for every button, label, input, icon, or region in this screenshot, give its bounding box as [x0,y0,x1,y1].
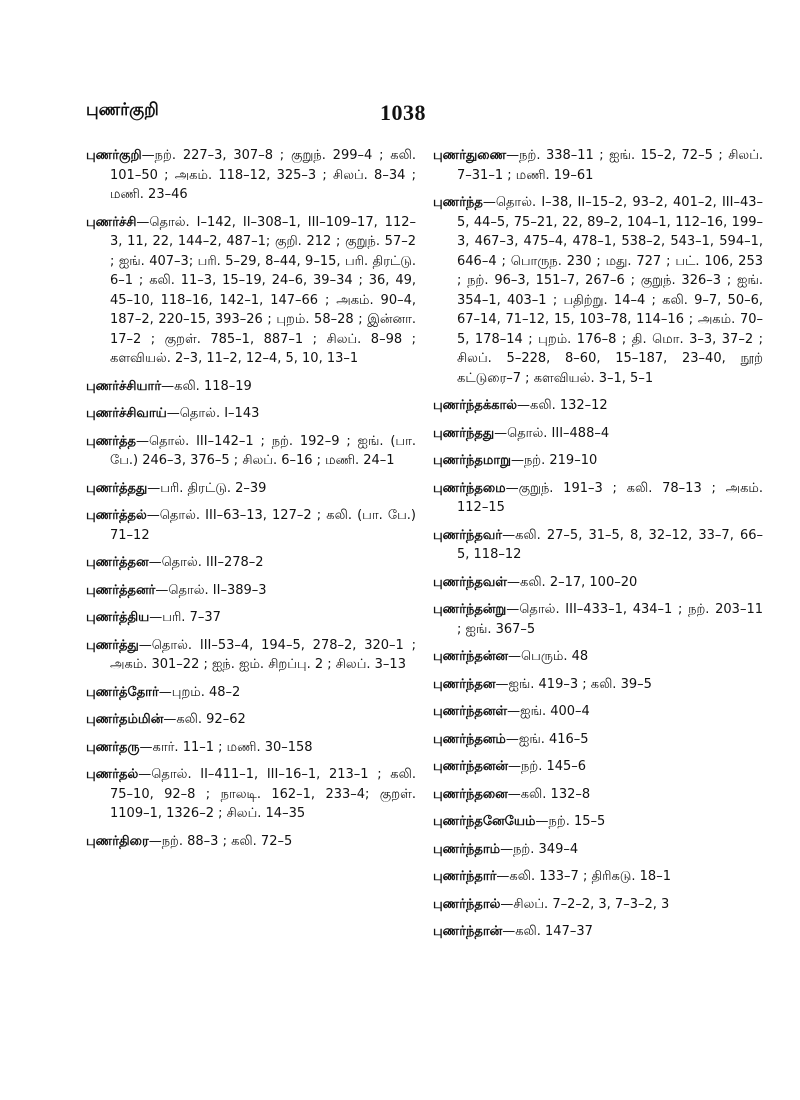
entry-headword: புணர்த்த [86,433,136,449]
index-entry [433,396,763,416]
entry-headword: புணர்த்தல் [86,508,147,523]
index-entry [86,832,416,852]
entry-headword: புணர்த்து [86,637,139,653]
entry-references: —நற். 349–4 [500,841,579,857]
entry-references: —பரி. 7–37 [149,610,221,625]
index-entry [86,581,416,601]
index-entry [86,404,416,424]
entry-references: —ஐங். 416–5 [505,731,589,747]
index-entry [86,710,416,730]
entry-references: —கலி. 147–37 [502,924,593,939]
entry-references: —நற். 145–6 [508,759,587,774]
index-entry [86,479,416,499]
entry-headword: புணர்ந்தனம் [433,731,506,747]
entry-references: —தொல். I–143 [166,406,260,421]
entry-references: —நற். 227–3, 307–8 ; குறுந். 299–4 ; கலி. 101–50 ; அகம். 118–12, 325–3 ; சிலப். 8–34 ; மணி. 23–46 [110,148,416,202]
entry-headword: புணர்ந்தமாறு [433,453,511,468]
entry-headword: புணர்த்தோர் [86,684,159,700]
entry-headword: புணர்த்தன [86,555,149,570]
entry-headword: புணர்ந்தனன் [433,759,509,774]
entry-references: —கலி. 118–19 [161,378,252,394]
entry-headword: புணர்ந்தமை [433,480,506,496]
entry-headword: புணர்ந்தன்ன [433,649,509,664]
entry-headword: புணர்திரை [86,833,149,849]
entry-headword: புணர்ந்தன்று [433,602,507,617]
index-entry [433,146,763,185]
index-entry [433,785,763,805]
entry-headword: புணர்ந்தது [433,425,495,441]
entry-references: —கலி. 92–62 [163,712,246,727]
entry-headword: புணர்குறி [86,148,142,163]
index-entry [433,451,763,471]
index-entry [86,553,416,573]
entry-references: —கலி. 27–5, 31–5, 8, 32–12, 33–7, 66–5, 118–12 [457,527,763,562]
entry-references: —ஐங். 400–4 [507,704,590,719]
entry-headword: புணர்ந்தனள் [433,704,508,719]
entry-headword: புணர்ந்தான் [433,924,503,939]
entry-references: —நற். 88–3 ; கலி. 72–5 [148,833,293,849]
index-entry [433,479,763,518]
index-entry [433,526,763,565]
index-entry [433,573,763,593]
entry-headword: புணர்ந்தாம் [433,841,501,857]
index-entry [86,738,416,758]
index-entry [86,765,416,824]
entry-references: —கார். 11–1 ; மணி. 30–158 [139,739,313,755]
entry-references: —தொல். I–142, II–308–1, III–109–17, 112–3, 11, 22, 144–2, 487–1; குறி. 212 ; குறுந். 57–2 ; ஐங். 407–3; பரி. 5–29, 8–44, 9–15, பரி. திரட்டு. 6–1 ; கலி. 11–3, 15–19, 24–6, 39–34 ; 36, 49, 45–10, 118–16, 142–1, 147–66 ; அகம். 90–4, 187–2, 220–15, 393–26 ; புறம். 58–28 ; இன்னா. 17–2 ; குறள். 785–1, 887–1 ; சிலப். 8–98 ; களவியல். 2–3, 11–2, 12–4, 5, 10, 13–1 [110,214,416,366]
index-entry [86,608,416,628]
index-entry [433,675,763,695]
entry-references: —கலி. 2–17, 100–20 [507,574,638,590]
running-head: புணர்குறி [86,100,159,120]
index-entry [433,757,763,777]
entry-references: —தொல். III–278–2 [148,555,264,570]
entry-headword: புணர்த்தது [86,480,148,496]
entry-headword: புணர்ந்தன [433,676,496,692]
entry-references: —நற். 338–11 ; ஐங். 15–2, 72–5 ; சிலப். 7–31–1 ; மணி. 19–61 [457,148,763,183]
entry-headword: புணர்தரு [86,739,140,755]
entry-references: —புறம். 48–2 [158,684,241,700]
index-entry [86,506,416,545]
entry-references: —தொல். II–389–3 [155,582,267,598]
left-column [86,146,416,859]
entry-headword: புணர்ந்தவர் [433,527,503,543]
entry-headword: புணர்தல் [86,767,139,782]
entry-references: —கலி. 132–8 [507,786,591,802]
right-column [433,146,763,950]
index-entry [433,702,763,722]
entry-references: —குறுந். 191–3 ; கலி. 78–13 ; அகம். 112–15 [457,480,763,515]
entry-headword: புணர்ந்தார் [433,869,497,884]
entry-references: —தொல். II–411–1, III–16–1, 213–1 ; கலி. 75–10, 92–8 ; நாலடி. 162–1, 233–4; குறள். 1109–1, 1326–2 ; சிலப். 14–35 [110,767,416,821]
index-entry [433,193,763,388]
entry-headword: புணர்ந்தால் [433,896,501,912]
entry-headword: புணர்ச்சியார் [86,378,162,394]
entry-headword: புணர்ந்தக்கால் [433,398,518,413]
entry-headword: புணர்ந்தனை [433,786,508,802]
entry-references: —தொல். I–38, II–15–2, 93–2, 401–2, III–43–5, 44–5, 75–21, 22, 89–2, 104–1, 112–16, 199–3, 467–3, 475–4, 478–1, 538–2, 543–1, 594–1, 646–4 ; பொருந. 230 ; மது. 727 ; பட். 106, 253 ; நற். 96–3, 151–7, 267–6 ; குறுந். 326–3 ; ஐங். 354–1, 403–1 ; பதிற்று. 14–4 ; கலி. 9–7, 50–6, 67–14, 71–12, 15, 103–78, 114–16 ; அகம். 70–5, 178–14 ; புறம். 176–8 ; தி. மொ. 3–3, 37–2 ; சிலப். 5–228, 8–60, 15–187, 23–40, நூற் கட்டுரை–7 ; களவியல். 3–1, 5–1 [457,195,763,386]
index-entry [433,600,763,639]
index-entry [86,683,416,703]
entry-references: —நற். 15–5 [535,814,606,829]
index-entry [433,895,763,915]
entry-headword: புணர்த்திய [86,610,150,625]
index-entry [433,812,763,832]
index-entry [86,146,416,205]
index-entry [433,424,763,444]
index-entry [433,867,763,887]
index-entry [433,922,763,942]
entry-references: —தொல். III–142–1 ; நற். 192–9 ; ஐங். (பா. பே.) 246–3, 376–5 ; சிலப். 6–16 ; மணி. 24–1 [110,433,416,468]
entry-headword: புணர்தம்மின் [86,712,164,727]
index-entry [433,730,763,750]
entry-headword: புணர்ந்தனேயேம் [433,814,536,829]
entry-headword: புணர்ச்சி [86,214,137,230]
entry-headword: புணர்ந்தவள் [433,574,507,590]
page-number: 1038 [380,100,426,125]
entry-headword: புணர்ச்சிவாய் [86,406,167,421]
index-entry [86,213,416,369]
entry-headword: புணர்துணை [433,148,507,163]
entry-references: —கலி. 132–12 [517,398,608,413]
entry-references: —சிலப். 7–2–2, 3, 7–3–2, 3 [500,896,670,912]
index-entry [433,840,763,860]
entry-references: —ஐங். 419–3 ; கலி. 39–5 [495,676,652,692]
entry-references: —தொல். III–488–4 [494,425,610,441]
index-entry [433,647,763,667]
index-entry [86,377,416,397]
entry-references: —பரி. திரட்டு. 2–39 [147,480,267,496]
index-entry [86,432,416,471]
entry-references: —கலி. 133–7 ; திரிகடு. 18–1 [496,869,671,884]
index-entry [86,636,416,675]
entry-references: —பெரும். 48 [508,649,589,664]
entry-references: —நற். 219–10 [510,453,598,468]
entry-headword: புணர்ந்த [433,195,483,210]
entry-references: —தொல். III–63–13, 127–2 ; கலி. (பா. பே.) 71–12 [110,508,416,543]
entry-references: —தொல். III–433–1, 434–1 ; நற். 203–11 ; ஐங். 367–5 [457,602,763,637]
entry-references: —தொல். III–53–4, 194–5, 278–2, 320–1 ; அகம். 301–22 ; ஐந். ஐம். சிறப்பு. 2 ; சிலப். 3–13 [110,637,416,672]
entry-headword: புணர்த்தனர் [86,582,156,598]
